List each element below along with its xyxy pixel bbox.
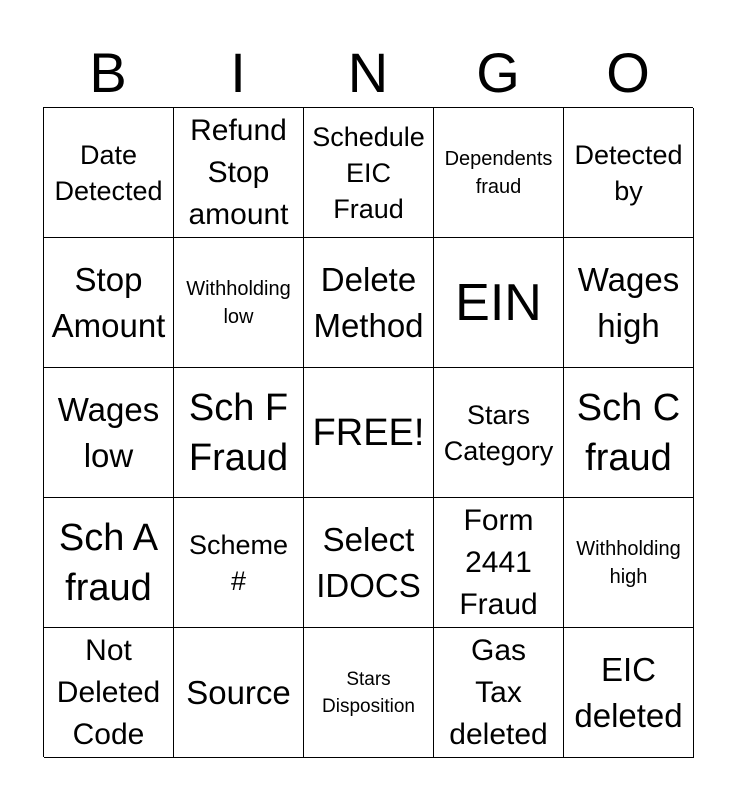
header-letter-o: O [606, 41, 650, 104]
header-letter-b: B [89, 41, 127, 104]
bingo-cell[interactable] [44, 498, 174, 628]
bingo-cell[interactable] [304, 238, 434, 368]
bingo-cell[interactable] [174, 108, 304, 238]
cell-text: EIN [455, 273, 542, 332]
cell-text: EIC deleted [574, 650, 683, 734]
bingo-cell[interactable] [564, 238, 694, 368]
bingo-cell[interactable] [304, 108, 434, 238]
bingo-cell[interactable] [44, 108, 174, 238]
cell-text: Detected by [574, 139, 683, 206]
header-letter-g: G [476, 41, 520, 104]
cell-text: Schedule EIC Fraud [312, 121, 425, 224]
cell-text: Withholding low [186, 277, 291, 328]
cell-text: Wages low [57, 390, 160, 474]
cell-text: Stop Amount [51, 260, 166, 344]
cell-text: Refund Stop amount [188, 113, 289, 231]
cell-text: Select IDOCS [316, 520, 421, 604]
bingo-cell[interactable] [434, 498, 564, 628]
free-space-cell[interactable] [304, 368, 434, 498]
bingo-cell[interactable] [174, 628, 304, 758]
bingo-cell[interactable] [44, 368, 174, 498]
cell-text: Gas Tax deleted [449, 633, 548, 751]
bingo-card-grid [43, 107, 693, 757]
header-letter-n: N [347, 41, 389, 104]
cell-text: Date Detected [54, 139, 163, 206]
cell-text: Sch C fraud [576, 386, 681, 479]
bingo-cell[interactable] [434, 108, 564, 238]
bingo-header [43, 40, 693, 106]
bingo-cell[interactable] [564, 368, 694, 498]
cell-text: Source [186, 673, 291, 711]
cell-text: Form 2441 Fraud [459, 503, 538, 621]
bingo-cell[interactable] [304, 628, 434, 758]
bingo-cell[interactable] [564, 108, 694, 238]
cell-text: Not Deleted Code [56, 633, 161, 751]
cell-text: Withholding high [576, 537, 681, 588]
cell-text: Stars Disposition [322, 668, 415, 717]
cell-text: Stars Category [443, 399, 554, 466]
cell-text: Delete Method [313, 260, 424, 344]
cell-text: Sch F Fraud [188, 386, 289, 479]
bingo-cell[interactable] [304, 498, 434, 628]
bingo-cell[interactable] [44, 238, 174, 368]
bingo-cell[interactable] [174, 238, 304, 368]
bingo-cell[interactable] [564, 628, 694, 758]
bingo-cell[interactable] [44, 628, 174, 758]
bingo-cell[interactable] [434, 238, 564, 368]
cell-text: Scheme # [188, 529, 289, 596]
cell-text: Sch A fraud [58, 516, 159, 609]
bingo-cell[interactable] [434, 628, 564, 758]
free-space-text: FREE! [312, 411, 425, 454]
bingo-cell[interactable] [564, 498, 694, 628]
bingo-cell[interactable] [434, 368, 564, 498]
bingo-cell[interactable] [174, 368, 304, 498]
cell-text: Dependents fraud [444, 147, 553, 198]
bingo-cell[interactable] [174, 498, 304, 628]
cell-text: Wages high [577, 260, 680, 344]
header-letter-i: I [230, 41, 246, 104]
